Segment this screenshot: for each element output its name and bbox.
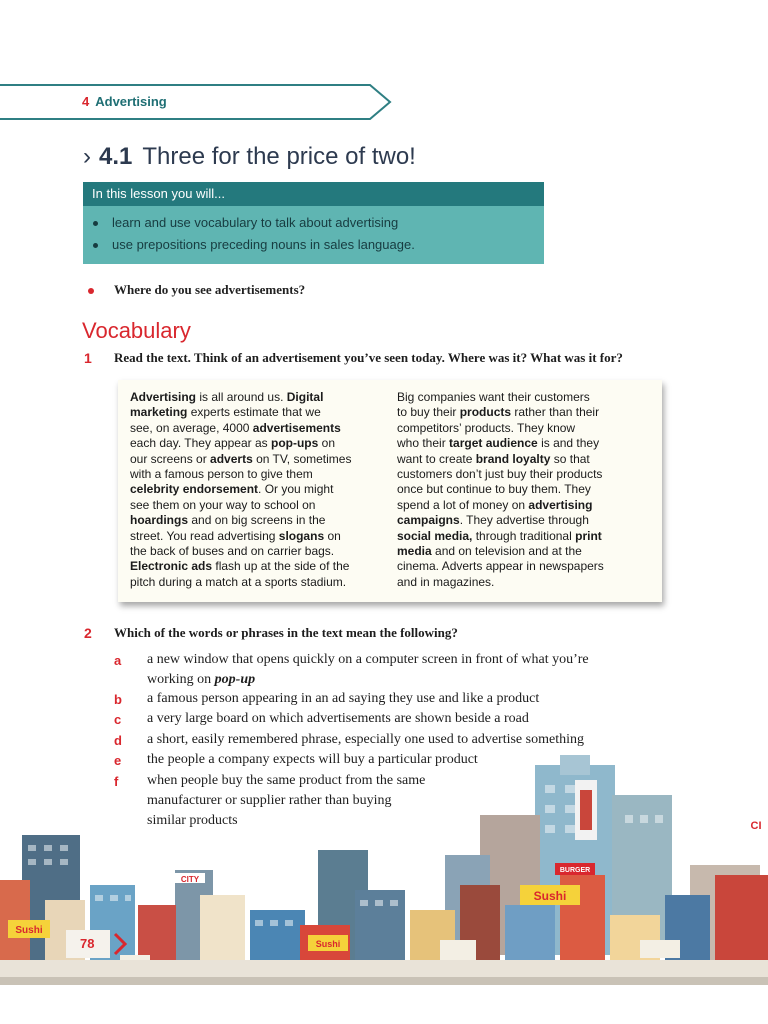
lesson-title [83,143,416,171]
reading-line [130,513,351,528]
task-2-instruction: Which of the words or phrases in the text mean the following? [114,625,458,640]
reading-line [130,498,351,513]
key-term: target audience [449,436,538,451]
exercise-item-text: a very large board on which advertisements are shown beside a road [147,711,529,726]
reading-column-left [130,390,351,590]
reading-line [130,482,351,497]
reading-line [397,544,604,559]
unit-title: Advertising [95,94,167,109]
reading-text: street. You read advertising [130,528,279,543]
reading-line [397,513,604,528]
exercise-item-letter: b [114,692,122,707]
reading-text: who their [397,436,450,451]
exercise-item-text: a short, easily remembered phrase, especially one used to advertise something [147,732,584,747]
city-sign: Sushi [315,939,341,949]
reading-line [397,575,604,590]
reading-text: want to create [397,451,476,466]
reading-text: on [324,528,341,543]
reading-line [130,467,351,482]
key-term: media [397,544,432,559]
reading-text: with a famous person to give them [130,467,313,482]
key-term: advertisements [252,420,341,435]
reading-line [397,421,604,436]
task-1-number: 1 [84,350,92,366]
reading-line [397,529,604,544]
reading-text: cinema. Adverts appear in newspapers [397,559,604,574]
exercise-item-text: a new window that opens quickly on a computer screen in front of what you’re [147,652,589,667]
reading-text: experts estimate that we [187,405,321,420]
page-number: 78 [80,936,95,951]
objective-item [93,215,398,230]
key-term: advertising [528,497,593,512]
reading-text: . Or you might [258,482,334,497]
warmup-question-text: Where do you see advertisements? [114,282,306,297]
key-term: brand loyalty [475,451,551,466]
city-sign: Sushi [533,889,567,903]
key-term: social media, [397,528,473,543]
reading-line [130,390,351,405]
city-sign: Sushi [15,925,43,936]
key-term: Digital [286,390,324,404]
reading-text: spend a lot of money on [397,497,529,512]
key-term: campaigns [397,513,460,528]
exercise-item-text: the people a company expects will buy a particular product [147,752,478,767]
reading-text: is all around us. [196,390,287,404]
warmup-question [88,282,305,298]
unit-banner [0,83,392,121]
reading-text: Big companies want their customers [397,390,590,404]
section-heading: Vocabulary [82,318,191,343]
exercise-item-letter: f [114,774,119,789]
task-2-number: 2 [84,625,92,641]
key-term: celebrity endorsement [130,482,259,497]
reading-line [397,436,604,451]
exercise-item-text: when people buy the same product from the same [147,773,426,788]
chevron-right-icon: › [83,143,91,170]
lesson-objectives-box [83,182,544,264]
example-answer: pop-up [211,672,256,687]
lesson-title-text: Three for the price of two! [142,143,416,170]
exercise-item-letter: a [114,653,122,668]
chevron-right-icon [109,930,133,958]
reading-line [397,482,604,497]
reading-text: is and they [537,436,600,451]
reading-line [397,559,604,574]
reading-text-box [118,380,662,602]
key-term: Electronic ads [130,559,213,574]
exercise-item-letter: d [114,733,122,748]
reading-text: each day. They appear as [130,436,271,451]
reading-line [130,544,351,559]
key-term: slogans [278,528,325,543]
reading-line [397,452,604,467]
bullet-icon [93,243,98,248]
exercise-item-text: manufacturer or supplier rather than buying [147,793,392,808]
reading-text: see, on average, 4000 [130,420,253,435]
lesson-number: 4.1 [99,143,133,170]
reading-text: through traditional [472,528,576,543]
reading-line [130,575,351,590]
exercise-item-text: working on pop-up [147,672,256,687]
reading-line [130,421,351,436]
reading-line [130,405,351,420]
objective-text: use prepositions preceding nouns in sales language. [112,237,415,252]
key-term: print [575,528,602,543]
key-term: adverts [210,451,253,466]
reading-line [130,559,351,574]
key-term: hoardings [130,513,189,528]
key-term: pop-ups [270,436,319,451]
reading-text: competitors’ products. They know [397,420,576,435]
reading-text: once but continue to buy them. They [397,482,591,497]
reading-text: and in magazines. [397,574,495,589]
reading-text: see them on your way to school on [130,497,316,512]
reading-text: on [318,436,335,451]
reading-column-right [397,390,604,590]
objective-text: learn and use vocabulary to talk about advertising [112,215,399,230]
reading-line [397,498,604,513]
reading-line [130,452,351,467]
reading-line [397,390,604,405]
exercise-item-letter: e [114,753,122,768]
city-sign: CI [750,820,762,832]
reading-text: flash up at the side of the [212,559,350,574]
reading-text: the back of buses and on carrier bags. [130,544,335,559]
reading-text: and on big screens in the [188,513,326,528]
exercise-item-text: a famous person appearing in an ad saying they use and like a product [147,691,540,706]
exercise-item-text: similar products [147,813,238,828]
reading-text: rather than their [511,405,600,420]
page-number-tab [66,930,110,958]
reading-line [397,467,604,482]
reading-text: and on television and at the [431,544,582,559]
reading-text: so that [550,451,590,466]
reading-line [130,436,351,451]
reading-text: to buy their [397,405,460,420]
key-term: Advertising [130,390,197,404]
reading-text: customers don’t just buy their products [397,467,603,482]
reading-text: . They advertise through [459,513,589,528]
objective-item [93,237,415,252]
reading-line [130,529,351,544]
unit-label [82,94,167,109]
bullet-icon [93,221,98,226]
reading-text: our screens or [130,451,211,466]
bullet-icon [88,288,94,294]
reading-text: pitch during a match at a sports stadium. [130,574,347,589]
city-sign: CITY [180,875,200,884]
reading-line [397,405,604,420]
exercise-item-letter: c [114,712,122,727]
city-sign: BURGER [559,867,591,874]
reading-text: on TV, sometimes [252,451,352,466]
unit-number: 4 [82,94,90,109]
key-term: marketing [130,405,188,420]
task-1-instruction: Read the text. Think of an advertisement you’ve seen today. Where was it? What was it for? [114,350,623,365]
objectives-heading: In this lesson you will... [83,182,544,206]
key-term: products [459,405,512,420]
